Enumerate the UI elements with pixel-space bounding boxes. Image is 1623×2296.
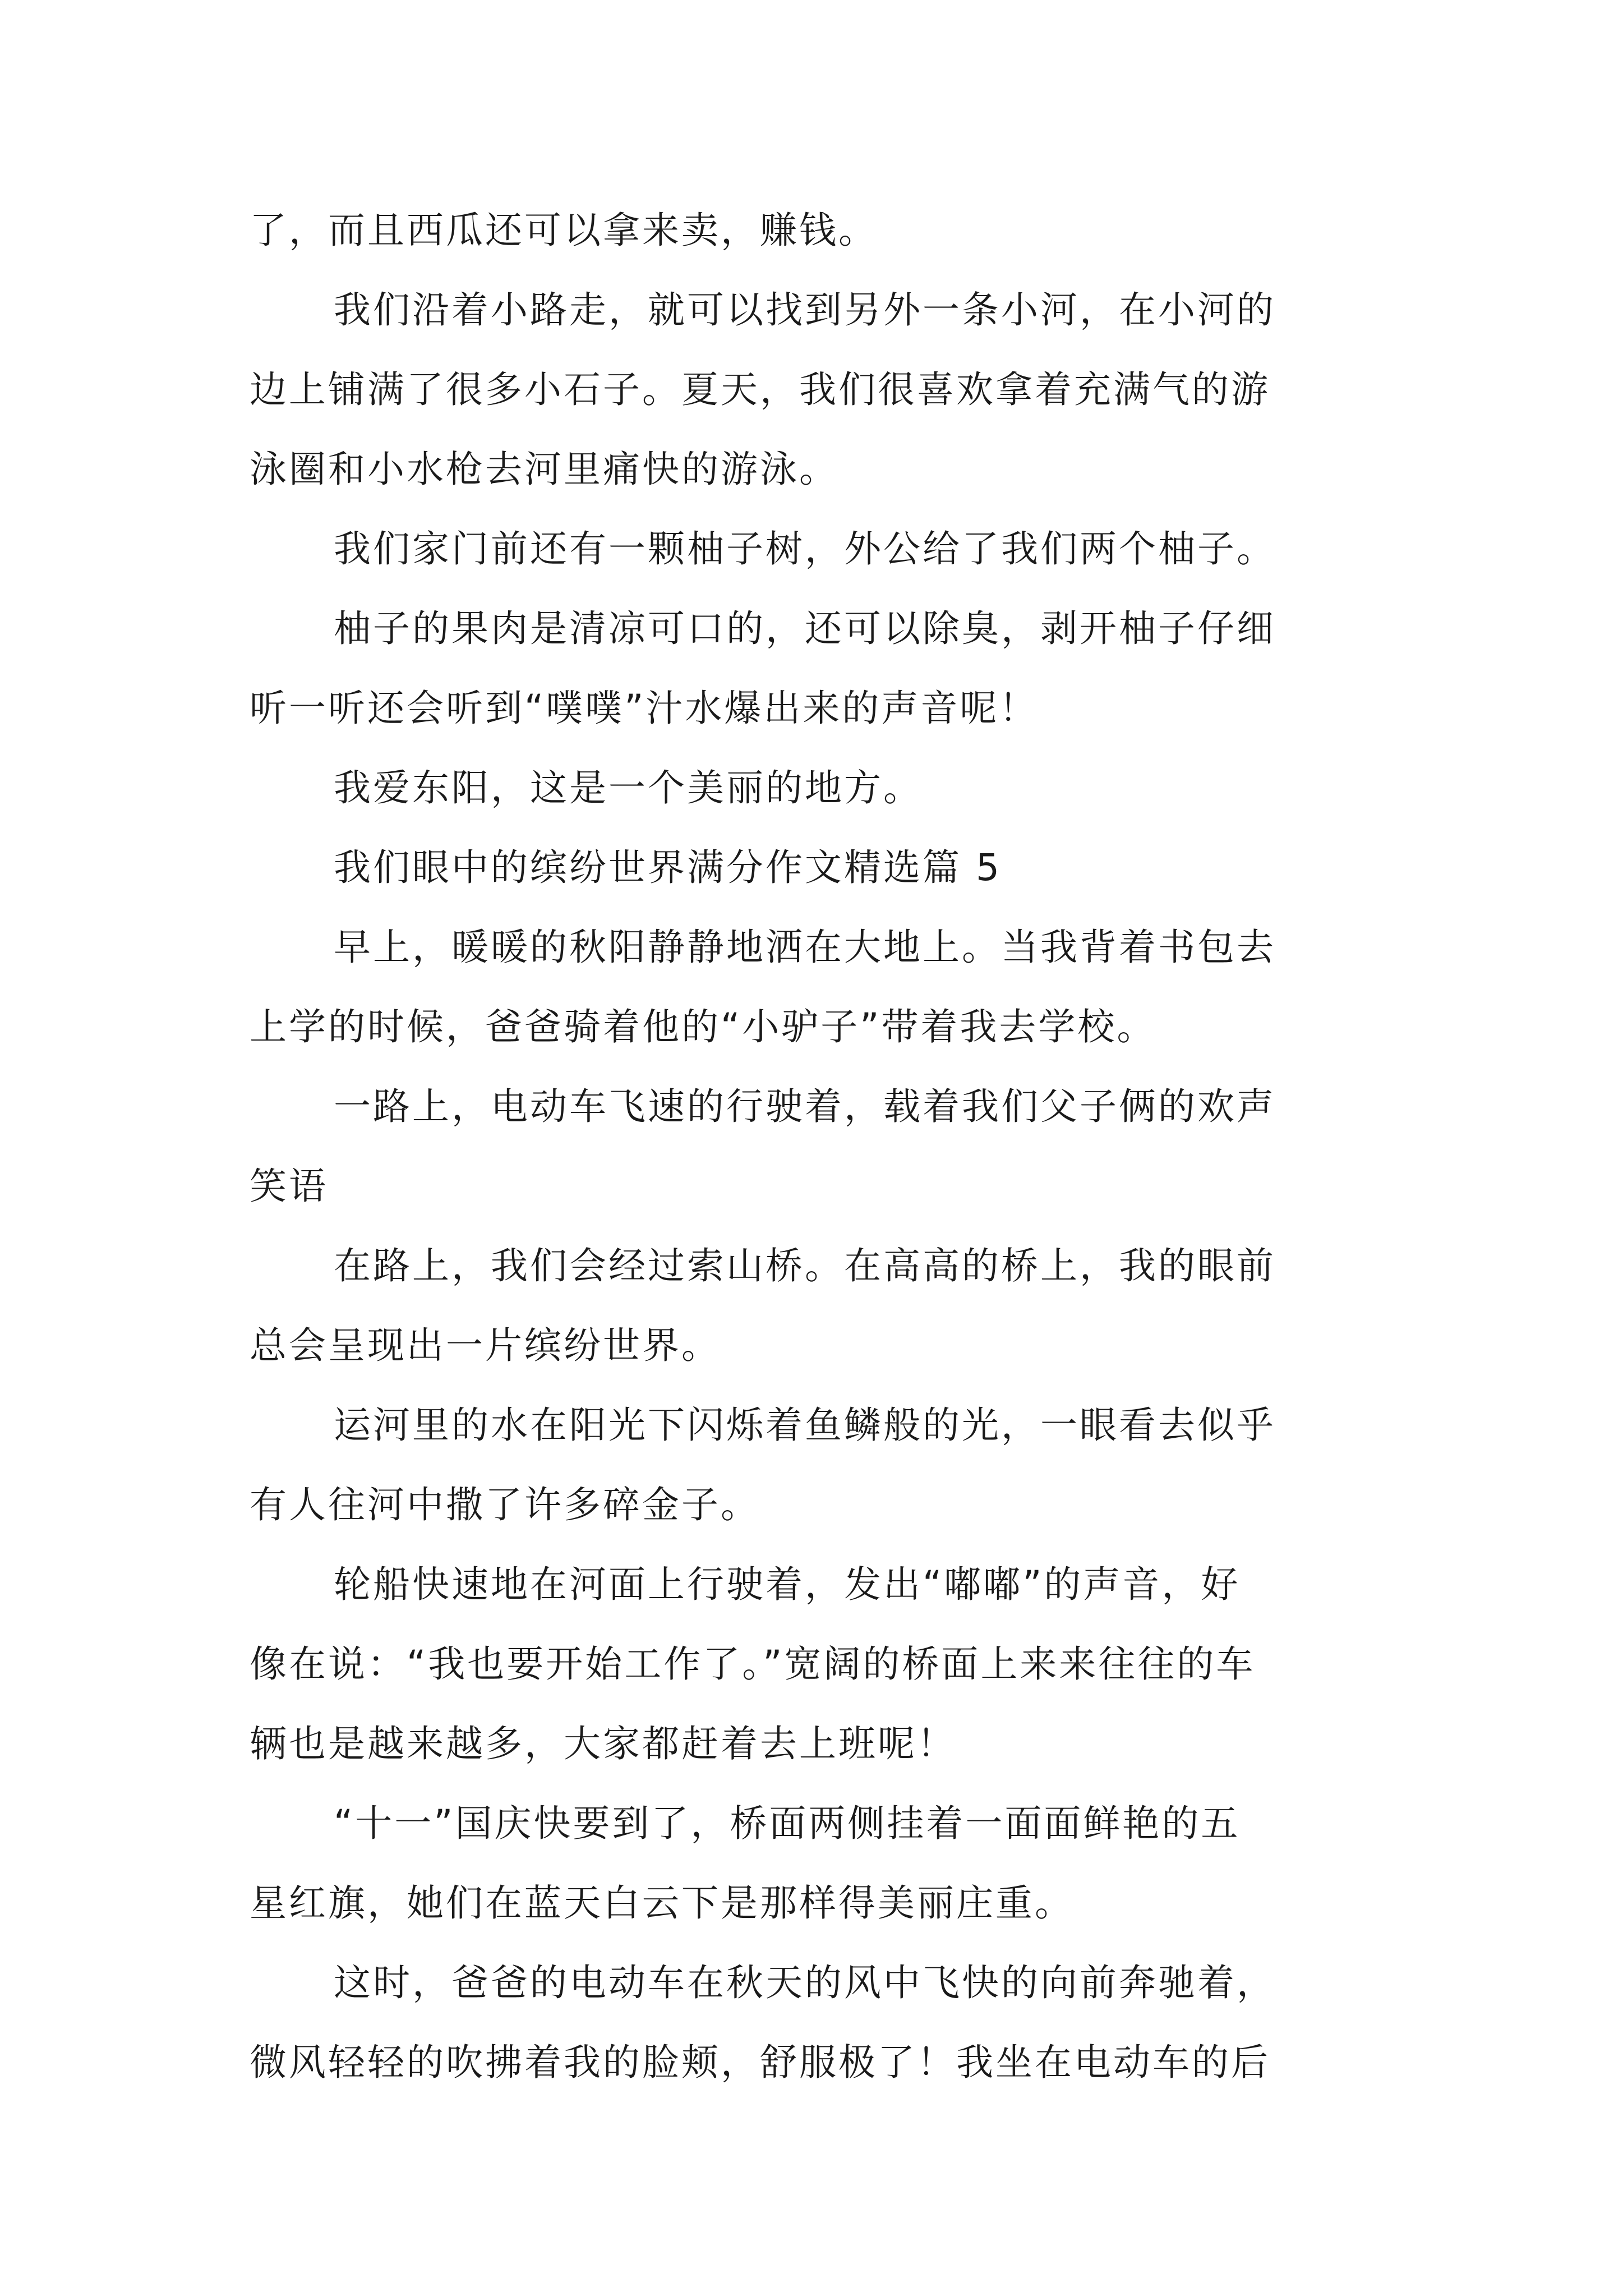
text-line: 早上，暖暖的秋阳静静地洒在大地上。当我背着书包去 [334,926,1276,969]
text-line: 上学的时候，爸爸骑着他的“小驴子”带着我去学校。 [250,1005,1156,1048]
text-line: 有人往河中撒了许多碎金子。 [250,1483,760,1526]
text-line: 一路上，电动车飞速的行驶着，载着我们父子俩的欢声 [334,1085,1276,1128]
text-line: 在路上，我们会经过索山桥。在高高的桥上，我的眼前 [334,1244,1276,1287]
text-line: 边上铺满了很多小石子。夏天，我们很喜欢拿着充满气的游 [250,368,1270,411]
text-line: 我们家门前还有一颗柚子树，外公给了我们两个柚子。 [334,527,1276,570]
document-body [250,191,1382,2102]
text-line: 总会呈现出一片缤纷世界。 [250,1324,721,1367]
text-line: 泳圈和小水枪去河里痛快的游泳。 [250,448,838,491]
text-line: 柚子的果肉是清凉可口的，还可以除臭，剥开柚子仔细 [334,607,1276,650]
text-line: 我爱东阳，这是一个美丽的地方。 [334,766,923,809]
text-line: 听一听还会听到“噗噗”汁水爆出来的声音呢！ [250,687,1039,730]
text-line: 这时，爸爸的电动车在秋天的风中飞快的向前奔驰着， [334,1961,1276,2004]
text-line: 笑语 [250,1165,328,1208]
text-line: 轮船快速地在河面上行驶着，发出“嘟嘟”的声音，好 [334,1563,1241,1606]
text-line: 我们沿着小路走，就可以找到另外一条小河，在小河的 [334,288,1276,332]
text-line: 运河里的水在阳光下闪烁着鱼鳞般的光，一眼看去似乎 [334,1404,1276,1447]
text-line: 辆也是越来越多，大家都赶着去上班呢！ [250,1722,956,1765]
text-line: 像在说：“我也要开始工作了。”宽阔的桥面上来来往往的车 [250,1642,1256,1686]
text-line: “十一”国庆快要到了，桥面两侧挂着一面面鲜艳的五 [334,1802,1241,1845]
text-line: 微风轻轻的吹拂着我的脸颊，舒服极了！我坐在电动车的后 [250,2041,1270,2084]
text-line: 了，而且西瓜还可以拿来卖，赚钱。 [250,209,878,252]
section-heading: 我们眼中的缤纷世界满分作文精选篇 5 [334,846,1002,889]
text-line: 星红旗，她们在蓝天白云下是那样得美丽庄重。 [250,1881,1074,1925]
